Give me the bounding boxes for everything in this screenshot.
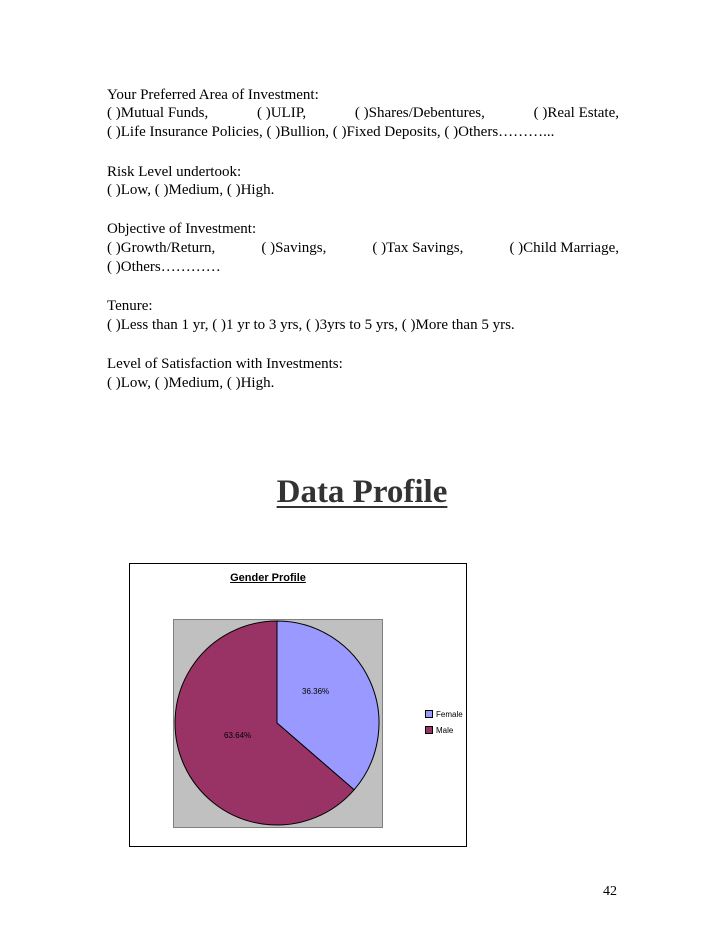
investment-area-options-line1 (107, 104, 619, 122)
investment-area-label: Your Preferred Area of Investment: (107, 87, 319, 103)
slice-label-female: 36.36% (302, 687, 330, 696)
objective-label: Objective of Investment: (107, 221, 257, 237)
chart-title: Gender Profile (230, 572, 306, 584)
investment-area-options-line2: ( )Life Insurance Policies, ( )Bullion, ( )Fixed Deposits, ( )Others………... (107, 124, 555, 140)
plot-area (173, 619, 383, 828)
option-growth-return: ( )Growth/Return, (107, 240, 216, 256)
slice-label-male: 63.64% (224, 731, 252, 740)
gender-profile-chart (129, 563, 467, 847)
legend-label-male: Male (436, 725, 454, 735)
tenure-label: Tenure: (107, 298, 153, 314)
option-ulip: ( )ULIP, (256, 105, 307, 121)
satisfaction-options: ( )Low, ( )Medium, ( )High. (107, 375, 275, 391)
option-shares-debentures: ( )Shares/Debentures, (354, 105, 485, 121)
objective-options-line2: ( )Others………… (107, 259, 221, 275)
objective-options-line1 (107, 239, 619, 257)
satisfaction-label: Level of Satisfaction with Investments: (107, 356, 343, 372)
option-savings: ( )Savings, (261, 240, 327, 256)
option-tax-savings: ( )Tax Savings, (372, 240, 464, 256)
section-heading-wrapper (0, 474, 728, 511)
section-heading: Data Profile (276, 474, 448, 510)
page-number: 42 (603, 884, 617, 899)
legend-item-female (425, 706, 465, 722)
option-mutual-funds: ( )Mutual Funds, (107, 105, 209, 121)
legend-swatch-male (425, 726, 433, 734)
tenure-options: ( )Less than 1 yr, ( )1 yr to 3 yrs, ( )3yrs to 5 yrs, ( )More than 5 yrs. (107, 317, 515, 333)
chart-title-wrapper (130, 572, 466, 584)
chart-legend (425, 706, 465, 738)
option-real-estate: ( )Real Estate, (533, 105, 619, 121)
legend-swatch-female (425, 710, 433, 718)
legend-item-male (425, 722, 465, 738)
risk-level-options: ( )Low, ( )Medium, ( )High. (107, 182, 275, 198)
pie-chart (174, 620, 382, 827)
risk-level-label: Risk Level undertook: (107, 164, 242, 180)
legend-label-female: Female (436, 709, 463, 719)
option-child-marriage: ( )Child Marriage, (509, 240, 619, 256)
